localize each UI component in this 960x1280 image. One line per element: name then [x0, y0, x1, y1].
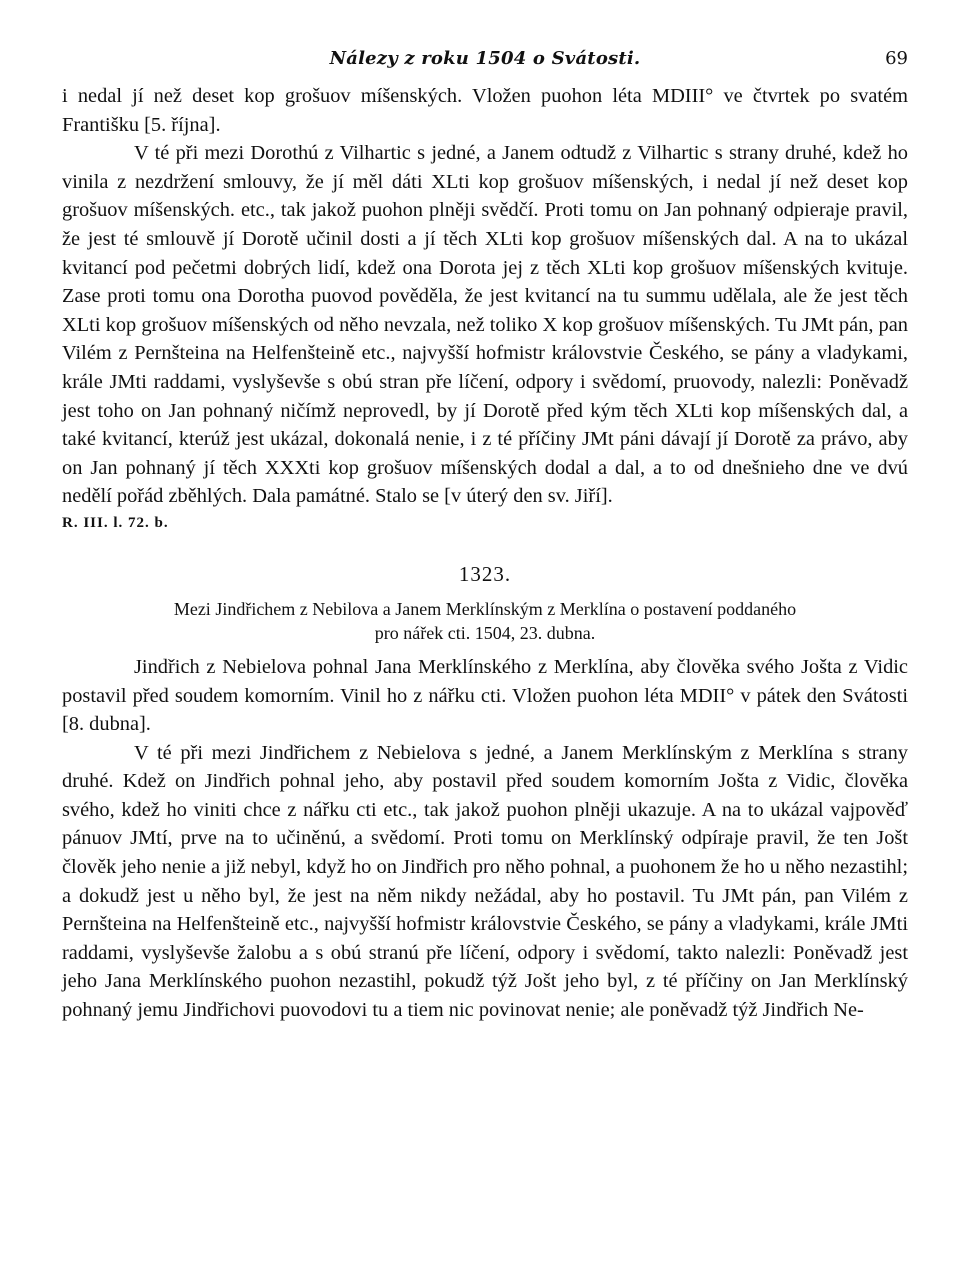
- source-reference: R. III. l. 72. b.: [62, 514, 169, 531]
- document-page: [62, 48, 908, 1025]
- running-title: Nálezy z roku 1504 o Svátosti.: [329, 48, 641, 69]
- running-head: [62, 48, 908, 82]
- paragraph: i nedal jí než deset kop grošuov míšenských. Vložen puohon léta MDIII° ve čtvrtek po svatém Františku [5. října].: [62, 85, 908, 136]
- page-number: 69: [885, 48, 908, 69]
- paragraph: V té při mezi Dorothú z Vilhartic s jedné, a Janem odtudž z Vilhartic s strany druhé, kdež ho vinila z nezdržení smlouvy, že jí měl dáti XLti kop grošuov míšenských, i nedal jí než deset kop grošuov míšenských. etc., tak jakož puohon plněji svědčí. Proti tomu on Jan pohnaný odpieraje pravil, že jest té smlouvě jí Dorotě učinil dosti a jí těch XLti kop grošuov míšenských dal. A na to ukázal kvitancí pod pečetmi dobrých lidí, kdež ona Dorota jej z těch XLti kop grošuov míšenských kvituje. Zase proti tomu ona Dorotha puovod pověděla, že jest kvitancí na tu summu udělala, ale že jest těch XLti kop grošuov míšenských od něho nevzala, než toliko X kop grošuov míšenských. Tu JMt pán, pan Vilém z Pernšteina na Helfenšteině etc., najvyšší hofmistr královstvie Českého, se pány a vladykami, krále JMti raddami, vyslyševše s obú stran pře líčení, odpory i svědomí, pruovody, nalezli: Poněvadž jest toho on Jan pohnaný ničímž neprovedl, by jí Dorotě před kým těch XLti kop míšenských dal, a také kvitancí, kterúž jest ukázal, dokonalá nenie, i z té příčiny JMt páni dávají jí Dorotě za právo, aby on Jan pohnaný jí těch XXXti kop grošuov míšenských dodal a dal, a to od dnešnieho dne ve dvú nedělí pořád zběhlých. Dala památné. Stalo se [v úterý den sv. Jiří].: [62, 142, 908, 508]
- entry-summary: [62, 597, 908, 645]
- paragraph: V té při mezi Jindřichem z Nebielova s jedné, a Janem Merklínským z Merklína s strany druhé. Kdež on Jindřich pohnal jeho, aby postavil před soudem komorním Jošta z Vidic, člověka svého, kdež ho viniti chce z nářku cti etc., tak jakož puohon plněji ukazuje. A na to ukázal vajpověď pánuov JMtí, prve na to učiněnú, a svědomí. Proti tomu on Merklínský odpíraje pravil, že ten Jošt člověk jeho nenie a již nebyl, když ho on Jindřich pro něho pohnal, a puohonem že ho u něho nezastihl; a dokudž jest u něho byl, že jest na něm nikdy nežádal, aby ho postavil. Tu JMt pán, pan Vilém z Pernšteina na Helfenšteině etc., najvyšší hofmistr královstvie Českého, se pány a vladykami, krále JMti raddami, vyslyševše žalobu a s obú stranú pře líčení, odpory i svědomí, takto nalezli: Poněvadž jest jeho Jana Merklínského puohon nezastihl, pokudž týž Jošt jeho byl, z té příčiny on Jan Merklínský pohnaný jemu Jindřichovi puovodovi tu a tiem nic povinovat nenie; ale poněvadž týž Jindřich Ne-: [62, 741, 908, 1022]
- entry-number: 1323.: [458, 561, 512, 586]
- entry-summary-line: pro nářek cti. 1504, 23. dubna.: [374, 622, 596, 643]
- entry-text: [62, 653, 908, 1025]
- entry-summary-line: Mezi Jindřichem z Nebilova a Janem Merklínským z Merklína o postavení poddaného: [173, 598, 797, 619]
- continuation-text: [62, 82, 908, 511]
- paragraph: Jindřich z Nebielova pohnal Jana Merklínského z Merklína, aby člověka svého Jošta z Vidic postavil před soudem komorním. Vinil ho z nářku cti. Vložen puohon léta MDII° v pátek den Svátosti [8. dubna].: [62, 655, 908, 736]
